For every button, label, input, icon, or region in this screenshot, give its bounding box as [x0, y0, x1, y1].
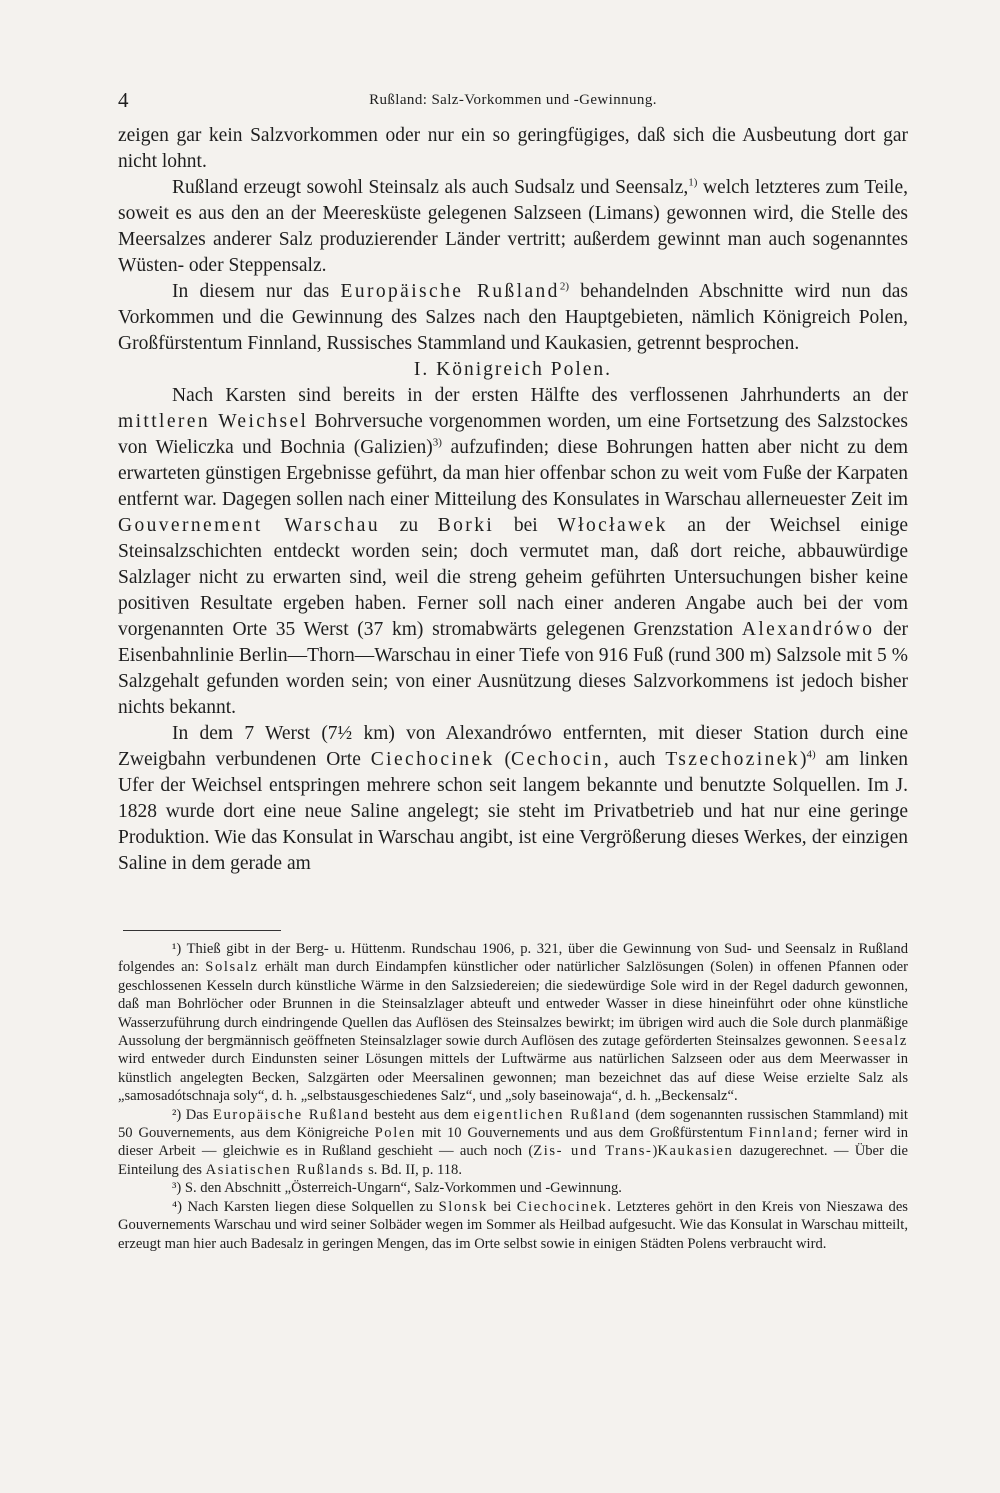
page-number: 4: [118, 88, 129, 112]
footnote-3: ³) S. den Abschnitt „Österreich-Ungarn“, Salz-Vorkommen und -Gewinnung.: [172, 1180, 622, 1197]
footnote-separator: [123, 930, 281, 931]
text-run: Nach Karsten sind bereits in der ersten Hälfte des verflossenen Jahrhunderts an der: [172, 385, 908, 406]
text-run: ⁴) Nach Karsten liegen diese Solquellen zu: [172, 1198, 439, 1215]
spaced-term: Asiatischen Rußlands: [205, 1161, 365, 1178]
spaced-term: Borki: [437, 515, 495, 536]
page-header: [118, 88, 908, 112]
spaced-term: Ciechocinek: [370, 749, 495, 770]
text-run: , auch: [603, 749, 666, 770]
text-run: dazugerechnet. — Über die Einteilung des: [118, 1143, 908, 1178]
spaced-term: Europäische Rußland: [340, 281, 560, 302]
text-run: ¹) Thieß gibt in der Berg- u. Hüttenm. Rundschau 1906, p. 321, über die Gewinnung von Sud- und Seensalz in Rußland folgendes an:: [118, 941, 908, 976]
text-run: . Letzteres gehört in den Kreis von Nieszawa des Gouvernements Warschau und wird seiner Solbäder wegen im Sommer als Heilbad aufgesucht. Wie das Konsulat in Warschau mitteilt, erzeugt man hier auch Badesalz in geringen Mengen, das im Orte selbst sowie in einigen Städten Polens verbraucht wird.: [118, 1198, 908, 1252]
spaced-term: eigentlichen Rußland: [473, 1106, 631, 1123]
footnote-1: [118, 940, 908, 1106]
text-run: Rußland erzeugt sowohl Steinsalz als auch Sudsalz und Seensalz,: [172, 177, 689, 198]
text-run: wird entweder durch Eindunsten seiner Lösungen mittels der Luftwärme aus natürlichen Salzseen oder aus dem Meerwasser in künstlich angelegten Becken, Salzgärten oder Meersalinen gewonnen; man bezeichnet das auf diese Weise erzielte Salz als „samosadótschnaja soly“, d. h. „selbstausgeschiedenes Salz“, und „soly baseinowaja“, d. h. „Beckensalz“.: [118, 1051, 908, 1105]
text-run: an der Weichsel einige Steinsalzschichten entdeckt worden sein; doch vermutet man, daß dort reiche, abbauwürdige Salzlager nicht zu erwarten sind, weil die streng geheim geführten Untersuchungen bisher keine positiven Resultate ergeben haben. Ferner soll nach einer anderen Angabe auch bei der vom vorgenannten Orte 35 Werst (37 km) stromabwärts gelegenen Grenzstation: [118, 515, 908, 640]
spaced-term: Polen: [374, 1125, 416, 1142]
text-run: (: [494, 749, 512, 770]
spaced-term: Europäische Rußland: [212, 1106, 370, 1123]
footnote-2: [118, 1106, 908, 1180]
footnote-ref-1: 1): [688, 176, 698, 189]
text-run: (dem sogenannten russischen Stammland) mit 50 Gouvernements, aus dem Königreiche: [118, 1106, 908, 1142]
spaced-term: Kaukasien: [657, 1143, 734, 1160]
footnotes: [118, 940, 908, 1253]
spaced-term: Finnland: [748, 1125, 814, 1142]
running-title: Rußland: Salz-Vorkommen und -Gewinnung.: [369, 92, 657, 108]
text-run: In diesem nur das: [172, 281, 341, 302]
text-run: zeigen gar kein Salzvorkommen oder nur ein so geringfügiges, daß sich die Ausbeutung dort gar nicht lohnt.: [118, 125, 908, 172]
spaced-term: Tszechozinek: [665, 749, 800, 770]
paragraph-3: [118, 279, 908, 357]
paragraph-1: [118, 123, 908, 175]
section-heading: I. Königreich Polen.: [413, 359, 613, 380]
spaced-term: Gouvernement Warschau: [118, 515, 380, 536]
footnote-ref-2: 2): [559, 280, 570, 293]
footnote-4: [118, 1198, 908, 1253]
text-run: ): [652, 1143, 658, 1160]
paragraph-5: [118, 721, 908, 877]
text-run: bei: [494, 515, 558, 536]
text-run: In dem 7 Werst (7½ km) von Alexandrówo entfernten, mit dieser Station durch eine Zweigbahn verbundenen Orte: [118, 723, 908, 770]
text-run: s. Bd. II, p. 118.: [364, 1161, 462, 1178]
paragraph-2: [118, 175, 908, 279]
text-run: Bohrversuche vorgenommen worden, um eine Fortsetzung des Salzstockes von Wieliczka und Bochnia (Galizien): [118, 411, 908, 458]
footnote-ref-4: 4): [806, 748, 816, 761]
text-run: ; ferner wird in dieser Arbeit — gleichwie es in Rußland geschieht — auch noch (: [118, 1125, 908, 1160]
spaced-term: Solsalz: [205, 959, 259, 976]
text-run: behandelnden Abschnitte wird nun das Vorkommen und die Gewinnung des Salzes nach den Hauptgebieten, nämlich Königreich Polen, Großfürstentum Finnland, Russisches Stammland und Kaukasien, getrennt besprochen.: [118, 281, 909, 354]
text-run: am linken Ufer der Weichsel entspringen mehrere schon seit langem bekannte und benutzte Solquellen. Im J. 1828 wurde dort eine neue Saline angelegt; sie steht im Privatbetrieb und hat nur eine geringe Produktion. Wie das Konsulat in Warschau angibt, ist eine Vergrößerung dieses Werkes, der einzigen Saline in dem gerade am: [118, 749, 908, 874]
spaced-term: Seesalz: [853, 1033, 908, 1050]
spaced-term: Slonsk: [438, 1198, 488, 1215]
text-run: der Eisenbahnlinie Berlin—Thorn—Warschau in einer Tiefe von 916 Fuß (rund 300 m) Salzsole mit 5 % Salzgehalt gefunden worden sein; von einer Ausnützung dieses Salzvorkommens ist jedoch bisher nichts bekannt.: [118, 619, 908, 718]
spaced-term: Cechocin: [511, 749, 604, 770]
text-run: ): [799, 749, 807, 770]
text-run: zu: [380, 515, 438, 536]
main-text: [118, 123, 908, 877]
spaced-term: Zis- und Trans-: [533, 1143, 653, 1160]
spaced-term: Alexandrówo: [741, 619, 875, 640]
text-run: besteht aus dem: [369, 1106, 474, 1123]
text-run: bei: [487, 1198, 517, 1215]
spaced-term: Włocławek: [557, 515, 668, 536]
paragraph-4: [118, 383, 908, 721]
text-run: aufzufinden; diese Bohrungen hatten aber nicht zu dem erwarteten günstigen Ergebnisse geführt, da man hier offenbar schon zu weit vom Fuße der Karpaten entfernt war. Dagegen sollen nach einer Mitteilung des Konsulates in Warschau allerneuester Zeit im: [118, 437, 908, 510]
spaced-term: Ciechocinek: [516, 1198, 608, 1215]
text-run: welch letzteres zum Teile, soweit es aus den an der Meeresküste gelegenen Salzseen (Limans) gewonnen wird, die Stelle des Meersalzes anderer Salz produzierender Länder vertritt; außerdem gewinnt man auch sogenanntes Wüsten- oder Steppensalz.: [118, 177, 908, 276]
text-run: ²) Das: [172, 1106, 213, 1123]
text-run: mit 10 Gouvernements und aus dem Großfürstentum: [415, 1125, 749, 1142]
footnote-ref-3: 3): [432, 436, 442, 449]
spaced-term: mittleren Weichsel: [118, 411, 309, 432]
text-run: erhält man durch Eindampfen künstlicher oder natürlicher Salzlösungen (Solen) in offenen Pfannen oder geschlossenen Kesseln durch künstliche Wärme in den Salzsiedereien; die siedewürdige Sole wird in der Regel dadurch gewonnen, daß man Bohrlöcher oder Brunnen in die Steinsalzlager abteuft und entweder Wasser in diese hineinführt oder ohne künstliche Wasserzuführung durch eindringende Quellen das Auflösen des Steinsalzes bewirkt; im übrigen wird auch die Sole durch planmäßige Aussolung der bergmännisch geöffneten Steinsalzlager sowie durch Auflösen des zutage geförderten Steinsalzes gewonnen.: [118, 959, 908, 1050]
